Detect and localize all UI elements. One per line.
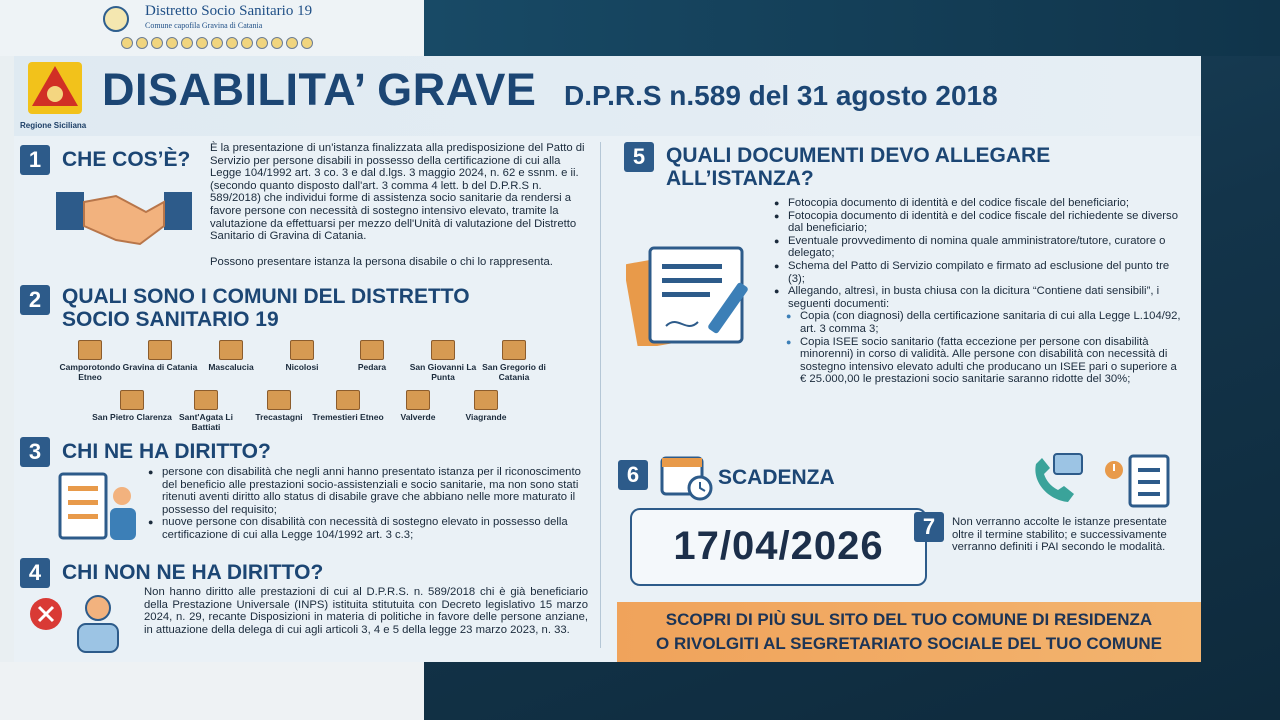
section-heading: CHE COS’È?: [62, 148, 191, 171]
building-icon: [360, 340, 384, 360]
comune-item: San Pietro Clarenza: [92, 390, 172, 422]
section-heading-line2: ALL’ISTANZA?: [666, 167, 814, 190]
comune-item: Mascalucia: [191, 340, 271, 372]
district-title: Distretto Socio Sanitario 19: [145, 3, 313, 19]
comune-item: Camporotondo Etneo: [50, 340, 130, 382]
section-number: 3: [20, 437, 50, 467]
document-signing-icon: [626, 242, 768, 346]
left-edge: [0, 56, 14, 662]
building-icon: [336, 390, 360, 410]
building-icon: [290, 340, 314, 360]
section-heading: SCADENZA: [718, 466, 835, 489]
crest-icon: [196, 37, 208, 49]
comune-item: Viagrande: [446, 390, 526, 422]
section-number: 2: [20, 285, 50, 315]
poster: [14, 56, 1201, 662]
comune-item: Gravina di Catania: [120, 340, 200, 372]
building-icon: [502, 340, 526, 360]
district-subtitle: Comune capofila Gravina di Catania: [145, 21, 263, 30]
section-heading: CHI NON NE HA DIRITTO?: [62, 561, 324, 584]
section3-list: [148, 466, 594, 542]
page-title: DISABILITA’ GRAVE: [102, 64, 537, 115]
sub-list-item: ● Copia (con diagnosi) della certificazione sanitaria di cui alla Legge L.104/92, art. 3 comma 3;: [774, 310, 1186, 335]
building-icon: [78, 340, 102, 360]
section-number: 6: [618, 460, 648, 490]
checklist-icon: [58, 470, 140, 544]
crest-icon: [241, 37, 253, 49]
building-icon: [431, 340, 455, 360]
comune-item: Trecastagni: [239, 390, 319, 422]
denied-person-icon: [28, 592, 148, 656]
region-label: Regione Siciliana: [20, 121, 87, 130]
comune-item: San Gregorio di Catania: [474, 340, 554, 382]
section-number: 7: [914, 512, 944, 542]
info-banner: [617, 602, 1201, 662]
crest-icon: [121, 37, 133, 49]
section-number: 5: [624, 142, 654, 172]
section4-text: Non hanno diritto alle prestazioni di cui al D.P.R.S. n. 589/2018 chi è già beneficiario della Prestazione Universale (INPS) istituita stitutuita con Decreto legislativo 15 marzo 2024, n. 29, recante Disposizioni in materia di politiche in favore delle persone anziane, in attuazione della delega di cui agli articoli 3, 4 e 5 della legge 23 marzo 2023, n. 33.: [144, 586, 588, 636]
background-band: [424, 0, 1280, 56]
crest-icon: [271, 37, 283, 49]
section5-list: [774, 197, 1186, 386]
district-logo-icon: [103, 6, 129, 32]
comune-item: Sant'Agata Li Battiati: [166, 390, 246, 432]
location-pin-icon: [194, 390, 218, 410]
list-item: ● Allegando, altresì, in busta chiusa con la dicitura “Contiene dati sensibili”, i seguenti documenti:: [774, 285, 1186, 310]
crest-icon: [301, 37, 313, 49]
crest-icon: [136, 37, 148, 49]
crest-icon: [226, 37, 238, 49]
deadline-box: [630, 508, 927, 586]
crest-icon: [286, 37, 298, 49]
crest-icon: [166, 37, 178, 49]
crest-icon: [181, 37, 193, 49]
section7-text: Non verranno accolte le istanze presentate oltre il termine stabilito; e successivamente verranno definiti i PAI secondo le modalità.: [952, 516, 1167, 554]
page-subtitle: D.P.R.S n.589 del 31 agosto 2018: [564, 80, 998, 111]
deadline-date: 17/04/2026: [673, 524, 884, 568]
building-icon: [474, 390, 498, 410]
sub-list-item: ● Copia ISEE socio sanitario (fatta eccezione per persone con disabilità minorenni) in corso di validità. Alle persone con disabilità con necessità di sostegno intensivo elevato adulti che producano un ISEE pari o superiore a € 25.000,00 le prestazioni socio sanitarie saranno ridotte del 30%;: [774, 336, 1186, 386]
section-heading: QUALI DOCUMENTI DEVO ALLEGARE: [666, 144, 1051, 167]
list-item: ● persone con disabilità che negli anni hanno presentato istanza per il riconoscimento del beneficio alle prestazioni socio-assistenziali e socio sanitarie, ma non sono stati ritenuti aventi diritto allo status di disabile grave che abbiano nelle more maturato il possesso del requisito;: [148, 466, 594, 516]
list-item: ● Schema del Patto di Servizio compilato e firmato ad esclusione del punto tre (3);: [774, 260, 1186, 285]
municipality-crests: [121, 37, 313, 49]
comune-item: San Giovanni La Punta: [403, 340, 483, 382]
handshake-icon: [56, 182, 192, 254]
list-item: ● Eventuale provvedimento di nomina quale amministratore/tutore, curatore o delegato;: [774, 235, 1186, 260]
section-number: 4: [20, 558, 50, 588]
banner-line1: SCOPRI DI PIÙ SUL SITO DEL TUO COMUNE DI RESIDENZA: [665, 610, 1153, 629]
footer-strip: [0, 662, 424, 720]
section-heading-line2: SOCIO SANITARIO 19: [62, 308, 279, 331]
building-icon: [267, 390, 291, 410]
calendar-clock-icon: [660, 452, 716, 502]
banner-line2: O RIVOLGITI AL SEGRETARIATO SOCIALE DEL TUO COMUNE: [656, 634, 1162, 653]
section-number: 1: [20, 145, 50, 175]
sicily-logo-icon: [28, 62, 82, 114]
crest-icon: [151, 37, 163, 49]
building-icon: [406, 390, 430, 410]
section-heading: QUALI SONO I COMUNI DEL DISTRETTO: [62, 285, 470, 308]
comune-item: Nicolosi: [262, 340, 342, 372]
clipboard-alert-icon: [1104, 450, 1172, 510]
list-item: ● Fotocopia documento di identità e del codice fiscale del beneficiario;: [774, 197, 1186, 210]
crest-icon: [256, 37, 268, 49]
building-icon: [219, 340, 243, 360]
section1-text2: Possono presentare istanza la persona disabile o chi lo rappresenta.: [210, 256, 553, 268]
crest-icon: [211, 37, 223, 49]
section-heading: CHI NE HA DIRITTO?: [62, 440, 271, 463]
phone-chat-icon: [1028, 452, 1086, 506]
list-item: ● Fotocopia documento di identità e del codice fiscale del richiedente se diverso dal beneficiario;: [774, 210, 1186, 235]
column-divider: [600, 142, 601, 648]
comune-item: Valverde: [378, 390, 458, 422]
location-pin-icon: [148, 340, 172, 360]
list-item: ● nuove persone con disabilità con necessità di sostegno elevato in possesso della certificazione di cui alla Legge 104/1992 art. 3 c.3;: [148, 516, 594, 541]
comune-item: Pedara: [332, 340, 412, 372]
building-icon: [120, 390, 144, 410]
comune-item: Tremestieri Etneo: [308, 390, 388, 422]
section1-text: È la presentazione di un'istanza finalizzata alla predisposizione del Patto di Servizio per persone disabili in possesso della certificazione di cui alla Legge 104/1992 art. 3 co. 3 e dal d.lgs. 3 maggio 2024, n. 62 e ssnm. e ii. (secondo quanto disposto dall'art. 3 comma 4 lett. b del D.P.R.S n. 589/2018) che individui forme di assistenza socio sanitarie da rendersi a favore persone con necessità di sostegno intensivo elevato, tramite la valutazione da effettuarsi per mezzo dell'Unità di valutazione del Distretto Sanitario di Gravina di Catania.: [210, 142, 585, 243]
